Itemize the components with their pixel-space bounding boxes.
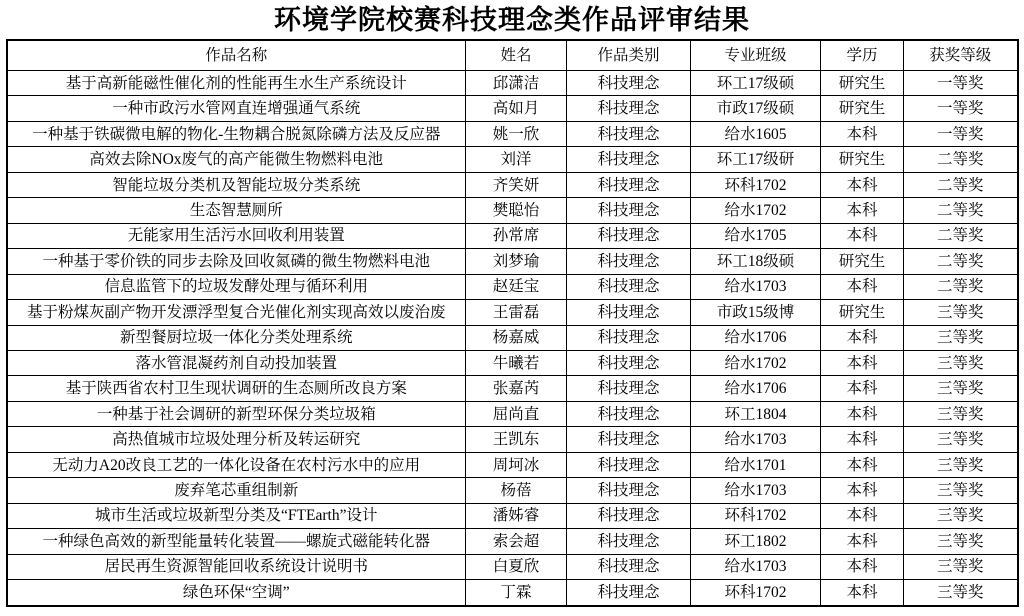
cell-category: 科技理念 <box>567 376 691 401</box>
cell-name: 杨嘉威 <box>466 325 567 350</box>
cell-category: 科技理念 <box>567 223 691 248</box>
table-row <box>7 147 1018 172</box>
table-row <box>7 350 1018 375</box>
cell-degree: 本科 <box>821 478 904 503</box>
cell-category: 科技理念 <box>567 274 691 299</box>
cell-category: 科技理念 <box>567 350 691 375</box>
cell-class: 给水1702 <box>691 350 821 375</box>
cell-category: 科技理念 <box>567 529 691 554</box>
table-row <box>7 427 1018 452</box>
cell-class: 环工17级硕 <box>691 71 821 96</box>
cell-award: 二等奖 <box>904 172 1018 197</box>
cell-degree: 本科 <box>821 452 904 477</box>
cell-degree: 本科 <box>821 172 904 197</box>
table-row <box>7 300 1018 325</box>
cell-class: 环科1702 <box>691 580 821 606</box>
cell-category: 科技理念 <box>567 96 691 121</box>
cell-degree: 本科 <box>821 580 904 606</box>
cell-work-name: 无动力A20改良工艺的一体化设备在农村污水中的应用 <box>7 452 466 477</box>
table-row <box>7 274 1018 299</box>
cell-degree: 本科 <box>821 503 904 528</box>
table-row <box>7 401 1018 426</box>
cell-name: 姚一欣 <box>466 121 567 146</box>
cell-class: 环工1802 <box>691 529 821 554</box>
cell-name: 高如月 <box>466 96 567 121</box>
col-header-name: 姓名 <box>466 40 567 71</box>
cell-degree: 研究生 <box>821 147 904 172</box>
cell-degree: 研究生 <box>821 249 904 274</box>
cell-award: 一等奖 <box>904 121 1018 146</box>
cell-class: 给水1701 <box>691 452 821 477</box>
cell-award: 三等奖 <box>904 452 1018 477</box>
cell-work-name: 生态智慧厕所 <box>7 198 466 223</box>
cell-award: 一等奖 <box>904 96 1018 121</box>
cell-category: 科技理念 <box>567 249 691 274</box>
cell-name: 刘洋 <box>466 147 567 172</box>
cell-class: 给水1706 <box>691 376 821 401</box>
cell-name: 邱潇洁 <box>466 71 567 96</box>
cell-name: 白夏欣 <box>466 554 567 579</box>
cell-name: 王凯东 <box>466 427 567 452</box>
table-row <box>7 96 1018 121</box>
cell-name: 杨蓓 <box>466 478 567 503</box>
cell-class: 给水1706 <box>691 325 821 350</box>
table-row <box>7 503 1018 528</box>
cell-award: 三等奖 <box>904 503 1018 528</box>
cell-class: 给水1703 <box>691 427 821 452</box>
cell-class: 给水1702 <box>691 198 821 223</box>
cell-award: 二等奖 <box>904 249 1018 274</box>
table-row <box>7 121 1018 146</box>
cell-work-name: 信息监管下的垃圾发酵处理与循环利用 <box>7 274 466 299</box>
cell-name: 周坷冰 <box>466 452 567 477</box>
col-header-class: 专业班级 <box>691 40 821 71</box>
cell-category: 科技理念 <box>567 401 691 426</box>
cell-category: 科技理念 <box>567 172 691 197</box>
cell-degree: 本科 <box>821 376 904 401</box>
table-row <box>7 376 1018 401</box>
cell-work-name: 一种绿色高效的新型能量转化装置——螺旋式磁能转化器 <box>7 529 466 554</box>
cell-award: 三等奖 <box>904 478 1018 503</box>
cell-work-name: 一种基于铁碳微电解的物化-生物耦合脱氮除磷方法及反应器 <box>7 121 466 146</box>
cell-work-name: 一种基于社会调研的新型环保分类垃圾箱 <box>7 401 466 426</box>
cell-name: 索会超 <box>466 529 567 554</box>
table-row <box>7 325 1018 350</box>
cell-award: 三等奖 <box>904 300 1018 325</box>
table-body <box>7 71 1018 607</box>
table-row <box>7 452 1018 477</box>
cell-name: 刘梦瑜 <box>466 249 567 274</box>
cell-degree: 本科 <box>821 223 904 248</box>
cell-award: 三等奖 <box>904 401 1018 426</box>
cell-award: 三等奖 <box>904 554 1018 579</box>
cell-name: 丁霖 <box>466 580 567 606</box>
cell-name: 赵廷宝 <box>466 274 567 299</box>
cell-name: 樊聪怡 <box>466 198 567 223</box>
cell-class: 环工1804 <box>691 401 821 426</box>
table-row <box>7 198 1018 223</box>
cell-work-name: 基于高新能磁性催化剂的性能再生水生产系统设计 <box>7 71 466 96</box>
cell-degree: 研究生 <box>821 300 904 325</box>
cell-degree: 本科 <box>821 198 904 223</box>
cell-category: 科技理念 <box>567 71 691 96</box>
results-table <box>6 39 1019 607</box>
cell-class: 给水1605 <box>691 121 821 146</box>
cell-work-name: 高效去除NOx废气的高产能微生物燃料电池 <box>7 147 466 172</box>
cell-category: 科技理念 <box>567 554 691 579</box>
cell-class: 市政17级硕 <box>691 96 821 121</box>
cell-work-name: 新型餐厨垃圾一体化分类处理系统 <box>7 325 466 350</box>
page-title: 环境学院校赛科技理念类作品评审结果 <box>274 5 750 35</box>
header-row <box>7 40 1018 71</box>
cell-category: 科技理念 <box>567 580 691 606</box>
table-row <box>7 249 1018 274</box>
col-header-degree: 学历 <box>821 40 904 71</box>
cell-award: 二等奖 <box>904 274 1018 299</box>
cell-work-name: 废弃笔芯重组制新 <box>7 478 466 503</box>
cell-award: 二等奖 <box>904 147 1018 172</box>
cell-degree: 本科 <box>821 401 904 426</box>
cell-class: 给水1703 <box>691 274 821 299</box>
table-row <box>7 223 1018 248</box>
cell-award: 三等奖 <box>904 350 1018 375</box>
cell-work-name: 居民再生资源智能回收系统设计说明书 <box>7 554 466 579</box>
table-row <box>7 172 1018 197</box>
cell-category: 科技理念 <box>567 478 691 503</box>
cell-name: 齐笑妍 <box>466 172 567 197</box>
cell-degree: 本科 <box>821 427 904 452</box>
cell-class: 市政15级博 <box>691 300 821 325</box>
cell-name: 屈尚直 <box>466 401 567 426</box>
cell-category: 科技理念 <box>567 198 691 223</box>
table-row <box>7 580 1018 606</box>
cell-award: 二等奖 <box>904 198 1018 223</box>
cell-award: 三等奖 <box>904 427 1018 452</box>
cell-category: 科技理念 <box>567 300 691 325</box>
cell-award: 三等奖 <box>904 376 1018 401</box>
table-row <box>7 554 1018 579</box>
cell-class: 给水1703 <box>691 478 821 503</box>
cell-class: 给水1705 <box>691 223 821 248</box>
cell-award: 三等奖 <box>904 529 1018 554</box>
col-header-category: 作品类别 <box>567 40 691 71</box>
cell-degree: 本科 <box>821 529 904 554</box>
cell-degree: 本科 <box>821 350 904 375</box>
cell-class: 环科1702 <box>691 172 821 197</box>
cell-degree: 本科 <box>821 325 904 350</box>
col-header-work-name: 作品名称 <box>7 40 466 71</box>
cell-category: 科技理念 <box>567 427 691 452</box>
cell-work-name: 无能家用生活污水回收利用装置 <box>7 223 466 248</box>
cell-class: 环工18级硕 <box>691 249 821 274</box>
cell-award: 二等奖 <box>904 223 1018 248</box>
cell-name: 王雷磊 <box>466 300 567 325</box>
cell-category: 科技理念 <box>567 503 691 528</box>
cell-work-name: 基于粉煤灰副产物开发漂浮型复合光催化剂实现高效以废治废 <box>7 300 466 325</box>
cell-name: 孙常席 <box>466 223 567 248</box>
cell-work-name: 基于陕西省农村卫生现状调研的生态厕所改良方案 <box>7 376 466 401</box>
cell-award: 一等奖 <box>904 71 1018 96</box>
table-row <box>7 529 1018 554</box>
cell-name: 牛曦若 <box>466 350 567 375</box>
cell-work-name: 一种市政污水管网直连增强通气系统 <box>7 96 466 121</box>
cell-category: 科技理念 <box>567 121 691 146</box>
cell-category: 科技理念 <box>567 325 691 350</box>
cell-work-name: 智能垃圾分类机及智能垃圾分类系统 <box>7 172 466 197</box>
cell-class: 给水1703 <box>691 554 821 579</box>
cell-award: 三等奖 <box>904 325 1018 350</box>
table-row <box>7 478 1018 503</box>
cell-work-name: 绿色环保“空调” <box>7 580 466 606</box>
cell-name: 张嘉芮 <box>466 376 567 401</box>
col-header-award: 获奖等级 <box>904 40 1018 71</box>
cell-category: 科技理念 <box>567 452 691 477</box>
cell-class: 环工17级研 <box>691 147 821 172</box>
cell-work-name: 落水管混凝药剂自动投加装置 <box>7 350 466 375</box>
table-row <box>7 71 1018 96</box>
cell-degree: 本科 <box>821 554 904 579</box>
cell-degree: 研究生 <box>821 71 904 96</box>
cell-award: 三等奖 <box>904 580 1018 606</box>
cell-name: 潘姊睿 <box>466 503 567 528</box>
cell-class: 环科1702 <box>691 503 821 528</box>
cell-degree: 本科 <box>821 274 904 299</box>
cell-work-name: 高热值城市垃圾处理分析及转运研究 <box>7 427 466 452</box>
cell-work-name: 城市生活或垃圾新型分类及“FTEarth”设计 <box>7 503 466 528</box>
cell-work-name: 一种基于零价铁的同步去除及回收氮磷的微生物燃料电池 <box>7 249 466 274</box>
cell-degree: 本科 <box>821 121 904 146</box>
cell-degree: 研究生 <box>821 96 904 121</box>
cell-category: 科技理念 <box>567 147 691 172</box>
